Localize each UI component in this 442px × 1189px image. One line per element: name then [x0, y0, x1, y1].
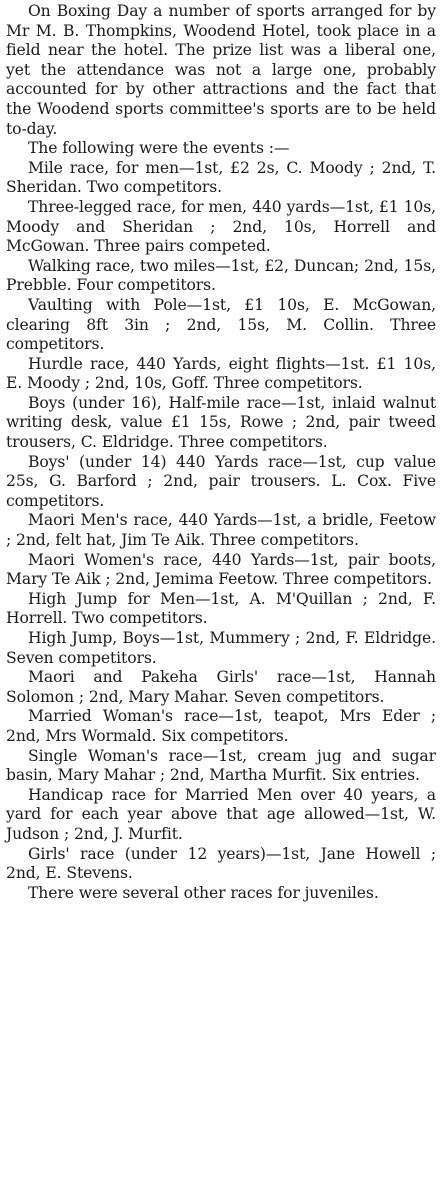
article-paragraph-closing: There were several other races for juveniles.: [28, 883, 379, 902]
event-maori-womens-race: Maori Women's race, 440 Yards—1st, pair boots, Mary Te Aik ; 2nd, Jemima Feetow. Three competitors.: [6, 550, 436, 589]
event-high-jump-boys: High Jump, Boys—1st, Mummery ; 2nd, F. Eldridge. Seven competitors.: [6, 629, 436, 667]
event-high-jump-men: High Jump for Men—1st, A. M'Quillan ; 2nd, F. Horrell. Two competitors.: [6, 589, 436, 628]
event-boys-440-yards: Boys' (under 14) 440 Yards race—1st, cup value 25s, G. Barford ; 2nd, pair trousers. L. Cox. Five competitors.: [6, 452, 436, 510]
event-single-womans-race: Single Woman's race—1st, cream jug and sugar basin, Mary Mahar ; 2nd, Martha Murfit. Six entries.: [6, 746, 436, 785]
event-handicap-married-men: Handicap race for Married Men over 40 years, a yard for each year above that age allowed—1st, W. Judson ; 2nd, J. Murfit.: [6, 785, 436, 843]
article-paragraph-events-heading: The following were the events :—: [28, 139, 290, 158]
event-boys-half-mile: Boys (under 16), Half-mile race—1st, inlaid walnut writing desk, value £1 15s, Rowe ; 2nd, pair tweed trousers, C. Eldridge. Three competitors.: [6, 393, 436, 452]
event-pole-vault: Vaulting with Pole—1st, £1 10s, E. McGowan, clearing 8ft 3in ; 2nd, 15s, M. Collin. Three competitors.: [6, 295, 436, 354]
event-walking-race: Walking race, two miles—1st, £2, Duncan; 2nd, 15s, Prebble. Four competitors.: [6, 256, 436, 295]
event-girls-race: Girls' race (under 12 years)—1st, Jane Howell ; 2nd, E. Stevens.: [6, 844, 436, 883]
event-hurdle-race: Hurdle race, 440 Yards, eight flights—1st. £1 10s, E. Moody ; 2nd, 10s, Goff. Three competitors.: [6, 354, 436, 393]
event-three-legged-race: Three-legged race, for men, 440 yards—1st, £1 10s, Moody and Sheridan ; 2nd, 10s, Horrell and McGowan. Three pairs competed.: [6, 197, 436, 256]
event-married-womans-race: Married Woman's race—1st, teapot, Mrs Eder ; 2nd, Mrs Wormald. Six competitors.: [6, 707, 436, 745]
event-mile-race: Mile race, for men—1st, £2 2s, C. Moody ; 2nd, T. Sheridan. Two competitors.: [6, 158, 436, 197]
article-paragraph-intro: On Boxing Day a number of sports arranged for by Mr M. B. Thompkins, Woodend Hotel, took place in a field near the hotel. The prize list was a liberal one, yet the attendance was not a large one, probably accounted for by other attractions and the fact that the Woodend sports committee's sports are to be held to-day.: [6, 2, 436, 138]
event-maori-pakeha-girls: Maori and Pakeha Girls' race—1st, Hannah Solomon ; 2nd, Mary Mahar. Seven competitors.: [6, 668, 436, 706]
event-maori-mens-race: Maori Men's race, 440 Yards—1st, a bridle, Feetow ; 2nd, felt hat, Jim Te Aik. Three competitors.: [6, 511, 436, 550]
